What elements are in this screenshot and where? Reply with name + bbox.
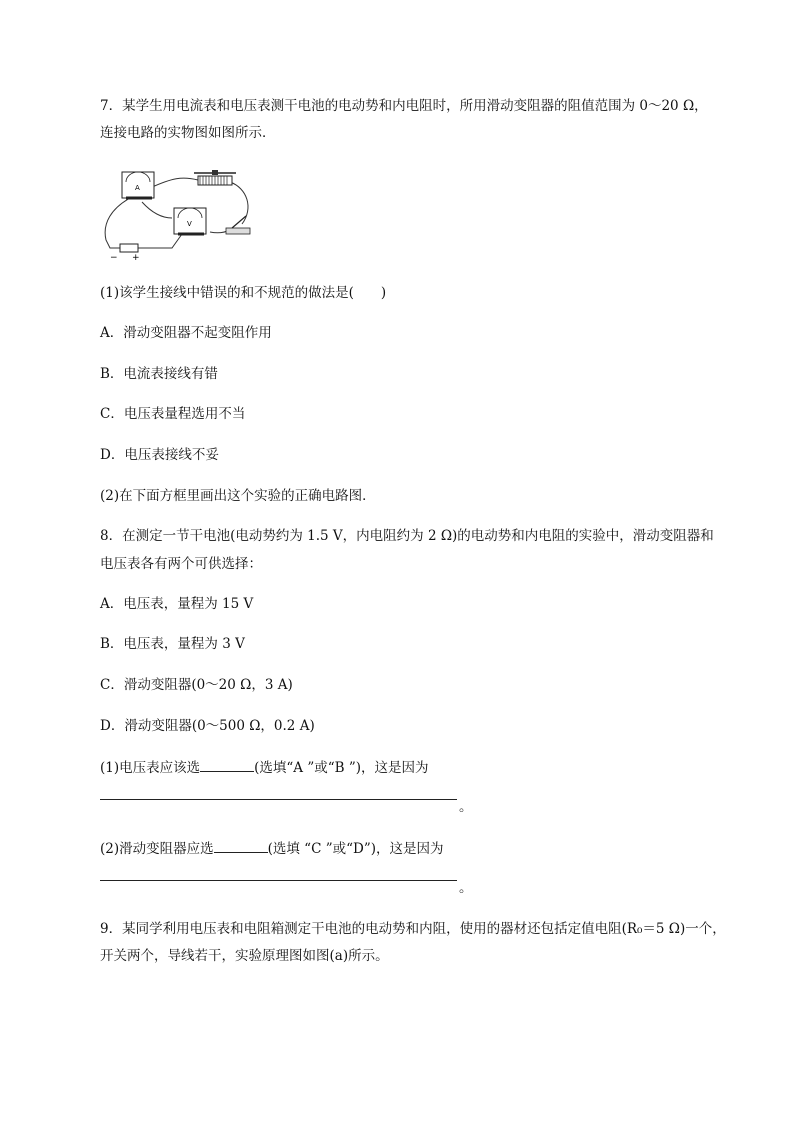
ammeter-label: A	[135, 184, 140, 192]
q7-sub1: (1)该学生接线中错误的和不规范的做法是( )	[100, 285, 387, 301]
switch-icon	[226, 216, 250, 234]
q7-stem-line1: 7．某学生用电流表和电压表测干电池的电动势和内电阻时，所用滑动变阻器的阻值范围为 0～20 Ω，	[100, 98, 708, 114]
q8-stem-line2: 电压表各有两个可供选择：	[100, 556, 262, 572]
q8-sub2-reason-line[interactable]	[100, 880, 457, 881]
voltmeter-label: V	[187, 220, 192, 228]
q7-stem-line2: 连接电路的实物图如图所示．	[100, 125, 276, 141]
q9-stem-line1: 9．某同学利用电压表和电阻箱测定干电池的电动势和内阻，使用的器材还包括定值电阻(R₀＝5 Ω)一个，	[100, 921, 726, 937]
q9-stem-line2: 开关两个，导线若干，实验原理图如图(a)所示。	[100, 948, 389, 964]
q8-stem-line1: 8．在测定一节干电池(电动势约为 1.5 V，内电阻约为 2 Ω)的电动势和内电阻的实验中，滑动变阻器和	[100, 528, 714, 544]
q8-sub2-prefix: (2)滑动变阻器应选	[100, 841, 214, 857]
q8-sub2	[100, 838, 444, 859]
q8-option-a: A．电压表，量程为 15 V	[100, 596, 254, 612]
q7-option-d: D．电压表接线不妥	[100, 447, 219, 463]
ammeter-icon	[122, 172, 154, 198]
q7-option-b: B．电流表接线有错	[100, 366, 218, 382]
q8-sub1	[100, 757, 429, 778]
q8-sub2-blank[interactable]	[214, 838, 268, 853]
rheostat-icon	[194, 170, 236, 185]
circuit-figure	[102, 168, 262, 262]
battery-minus: −	[110, 253, 118, 262]
q7-sub2: (2)在下面方框里画出这个实验的正确电路图．	[100, 488, 376, 504]
q7-option-a: A．滑动变阻器不起变阻作用	[100, 325, 272, 341]
q8-option-b: B．电压表，量程为 3 V	[100, 636, 245, 652]
q8-option-d: D．滑动变阻器(0～500 Ω，0.2 A)	[100, 718, 315, 734]
battery-icon	[120, 244, 138, 252]
q8-sub1-end: 。	[459, 799, 473, 815]
q8-sub2-end: 。	[459, 880, 473, 896]
q8-sub1-prefix: (1)电压表应该选	[100, 760, 201, 776]
voltmeter-icon	[174, 208, 206, 234]
q8-sub2-suffix: (选填 “C ”或“D”)，这是因为	[267, 841, 444, 857]
q7-option-c: C．电压表量程选用不当	[100, 406, 246, 422]
q8-sub1-reason-line[interactable]	[100, 799, 457, 800]
q8-sub1-suffix: (选填“A ”或“B ”)，这是因为	[254, 760, 429, 776]
q8-option-c: C．滑动变阻器(0～20 Ω，3 A)	[100, 677, 293, 693]
battery-plus: +	[132, 253, 140, 262]
q8-sub1-blank[interactable]	[200, 757, 254, 772]
